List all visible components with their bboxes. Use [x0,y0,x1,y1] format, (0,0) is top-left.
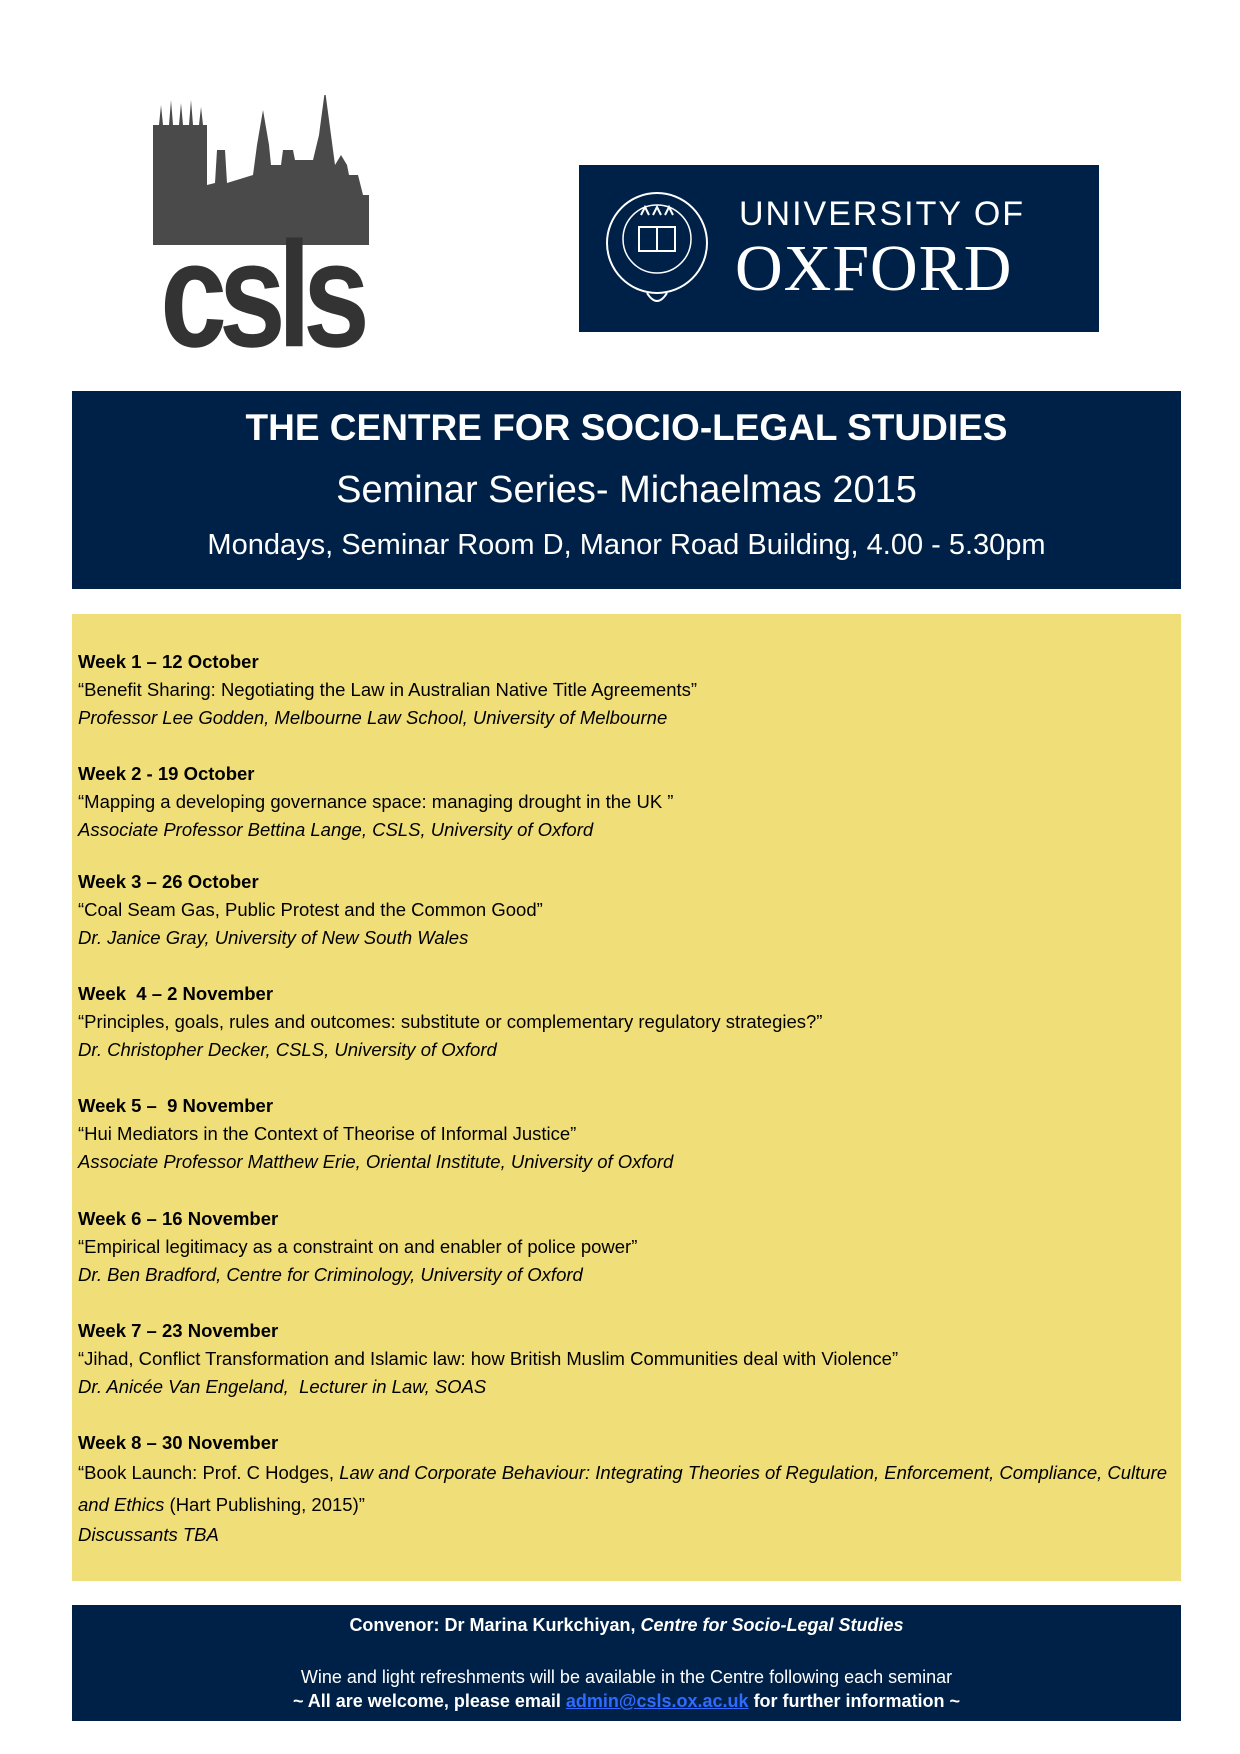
refreshments-note: Wine and light refreshments will be available in the Centre following each seminar [300,1667,953,1687]
seminar-title: “Principles, goals, rules and outcomes: substitute or complementary regulatory strategies?” [78,1011,823,1032]
seminar-title: “Mapping a developing governance space: managing drought in the UK ” [78,791,674,812]
seminar-title: “Coal Seam Gas, Public Protest and the Common Good” [78,899,543,920]
seminar-entry [78,1205,1169,1289]
seminar-title: “Hui Mediators in the Context of Theorise of Informal Justice” [78,1123,577,1144]
week-heading: Week 7 – 23 November [78,1320,279,1341]
convenor-affiliation: Centre for Socio-Legal Studies [640,1615,904,1635]
venue-details: Mondays, Seminar Room D, Manor Road Building, 4.00 - 5.30pm [207,529,1046,561]
svg-text:UNIVERSITY OF: UNIVERSITY OF [739,195,1026,233]
svg-text:csls: csls [160,210,362,352]
seminar-entry [78,1317,1169,1401]
week-heading: Week 6 – 16 November [78,1208,279,1229]
welcome-line [72,1691,1181,1712]
speaker: Associate Professor Bettina Lange, CSLS, University of Oxford [78,819,594,840]
week-heading: Week 5 – 9 November [78,1095,274,1116]
speaker: Dr. Anicée Van Engeland, Lecturer in Law, SOAS [78,1376,487,1397]
seminar-programme [72,614,1181,1581]
seminar-entry [78,760,1169,844]
title-prefix: “Book Launch: Prof. C Hodges, [78,1462,340,1483]
week-heading: Week 3 – 26 October [78,871,259,892]
seminar-title [78,1457,1169,1521]
seminar-entry [78,648,1169,732]
svg-text:OXFORD: OXFORD [735,232,1013,305]
week-heading: Week 1 – 12 October [78,651,259,672]
oxford-logo [579,165,1099,332]
speaker: Discussants TBA [78,1524,219,1545]
week-heading: Week 4 – 2 November [78,983,274,1004]
page-title: THE CENTRE FOR SOCIO-LEGAL STUDIES [245,407,1008,448]
seminar-entry [78,868,1169,952]
speaker: Dr. Christopher Decker, CSLS, University of Oxford [78,1039,497,1060]
seminar-title: “Empirical legitimacy as a constraint on and enabler of police power” [78,1236,638,1257]
footer-banner [72,1605,1181,1721]
convenor-name: Convenor: Dr Marina Kurkchiyan, [349,1615,641,1635]
speaker: Dr. Janice Gray, University of New South Wales [78,927,469,948]
convenor-line [72,1615,1181,1636]
seminar-entry [78,980,1169,1064]
speaker: Dr. Ben Bradford, Centre for Criminology, University of Oxford [78,1264,583,1285]
week-heading: Week 2 - 19 October [78,763,255,784]
book-title: Law and Corporate Behaviour: Integrating Theories of Regulation, Enforcement, Compliance, Culture and Ethics [78,1462,1168,1515]
seminar-entry [78,1092,1169,1176]
welcome-suffix: for further information ~ [748,1691,961,1711]
welcome-prefix: ~ All are welcome, please email [292,1691,566,1711]
speaker: Professor Lee Godden, Melbourne Law School, University of Melbourne [78,707,668,728]
header-banner [72,391,1181,589]
email-link[interactable]: admin@csls.ox.ac.uk [565,1691,749,1711]
title-suffix: (Hart Publishing, 2015)” [164,1494,365,1515]
seminar-title: “Jihad, Conflict Transformation and Islamic law: how British Muslim Communities deal with Violence” [78,1348,899,1369]
series-subtitle: Seminar Series- Michaelmas 2015 [336,469,917,511]
seminar-entry [78,1429,1169,1549]
csls-logo [153,95,369,352]
speaker: Associate Professor Matthew Erie, Oriental Institute, University of Oxford [78,1151,674,1172]
week-heading: Week 8 – 30 November [78,1432,279,1453]
seminar-title: “Benefit Sharing: Negotiating the Law in Australian Native Title Agreements” [78,679,698,700]
